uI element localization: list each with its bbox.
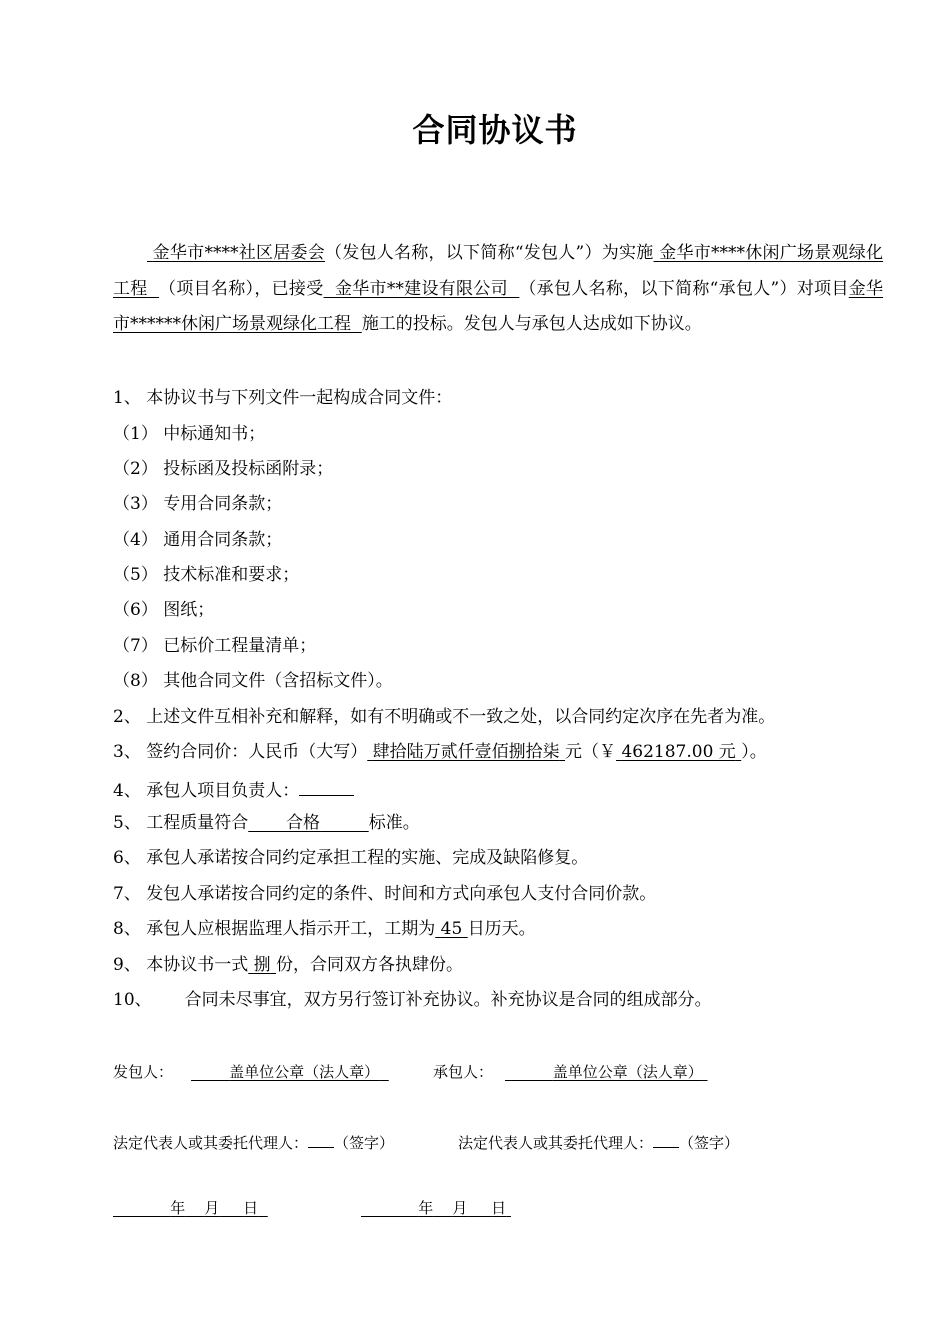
project-name-2: 金华市******休闲广场景观绿化工程 bbox=[113, 278, 884, 334]
employer-name: 金华市****社区居委会 bbox=[152, 243, 325, 263]
contract-price-words: 肆拾陆万贰仟壹佰捌拾柒 bbox=[372, 742, 560, 762]
clause-2: 2、 上述文件互相补充和解释，如有不明确或不一致之处，以合同约定次序在先者为准。 bbox=[113, 707, 776, 727]
employer-date: 年 月 日 bbox=[170, 1199, 259, 1217]
doc-item: （5） 技术标准和要求； bbox=[113, 565, 300, 585]
clause-3: 3、 签约合同价：人民币（大写） 肆拾陆万贰仟壹佰捌拾柒 元（￥ 462187.00 元 ）。 bbox=[113, 742, 767, 762]
employer-seal: 盖单位公章（法人章） bbox=[229, 1063, 380, 1081]
intro-paragraph bbox=[113, 236, 883, 343]
clause-8: 8、 承包人应根据监理人指示开工，工期为 45 日历天。 bbox=[113, 919, 536, 939]
doc-item: （3） 专用合同条款； bbox=[113, 494, 283, 514]
quality-standard: 合格 bbox=[286, 813, 321, 833]
employer-rep-blank bbox=[308, 1130, 334, 1148]
contractor-rep-blank bbox=[653, 1130, 679, 1148]
intro-text-2: （项目名称），已接受 bbox=[159, 278, 324, 299]
intro-text-1: （发包人名称，以下简称“发包人”）为实施 bbox=[325, 243, 654, 263]
clause-5: 5、 工程质量符合 合格 标准。 bbox=[113, 813, 420, 833]
contractor-date: 年 月 日 bbox=[418, 1199, 507, 1217]
doc-item: （1） 中标通知书； bbox=[113, 424, 266, 444]
doc-item: （7） 已标价工程量清单； bbox=[113, 636, 317, 656]
document-title: 合同协议书 bbox=[412, 111, 578, 149]
clause-10: 10、 合同未尽事宜，双方另行签订补充协议。补充协议是合同的组成部分。 bbox=[113, 990, 712, 1010]
clause-7: 7、 发包人承诺按合同约定的条件、时间和方式向承包人支付合同价款。 bbox=[113, 884, 657, 904]
intro-text-4: 施工的投标。发包人与承包人达成如下协议。 bbox=[361, 314, 702, 334]
contractor-seal: 盖单位公章（法人章） bbox=[552, 1063, 703, 1081]
intro-text-3: （承包人名称，以下简称“承包人”）对项目 bbox=[519, 278, 849, 299]
clause-6: 6、 承包人承诺按合同约定承担工程的实施、完成及缺陷修复。 bbox=[113, 848, 589, 868]
duration-days: 45 bbox=[440, 919, 463, 939]
project-manager-blank bbox=[299, 778, 354, 796]
doc-item: （6） 图纸； bbox=[113, 600, 215, 620]
doc-item: （4） 通用合同条款； bbox=[113, 530, 283, 550]
contractor-representative: 法定代表人或其委托代理人： （签字） bbox=[458, 1130, 739, 1153]
clause-4: 4、 承包人项目负责人： bbox=[113, 778, 354, 801]
doc-item: （8） 其他合同文件（含招标文件）。 bbox=[113, 671, 393, 691]
contract-price-number: 462187.00 元 bbox=[621, 742, 736, 762]
clause-1: 1、 本协议书与下列文件一起构成合同文件： bbox=[113, 388, 453, 408]
contractor-signature: 承包人： 盖单位公章（法人章） bbox=[433, 1062, 708, 1082]
employer-signature: 发包人： 盖单位公章（法人章） bbox=[113, 1062, 389, 1082]
contractor-name: 金华市**建设有限公司 bbox=[334, 278, 508, 299]
employer-representative: 法定代表人或其委托代理人： （签字） bbox=[113, 1130, 394, 1153]
project-name: 金华市****休闲广场景观绿化工程 bbox=[113, 243, 884, 299]
copies-count: 捌 bbox=[253, 955, 271, 975]
clause-9: 9、 本协议书一式 捌 份，合同双方各执肆份。 bbox=[113, 955, 464, 975]
doc-item: （2） 投标函及投标函附录； bbox=[113, 459, 334, 479]
